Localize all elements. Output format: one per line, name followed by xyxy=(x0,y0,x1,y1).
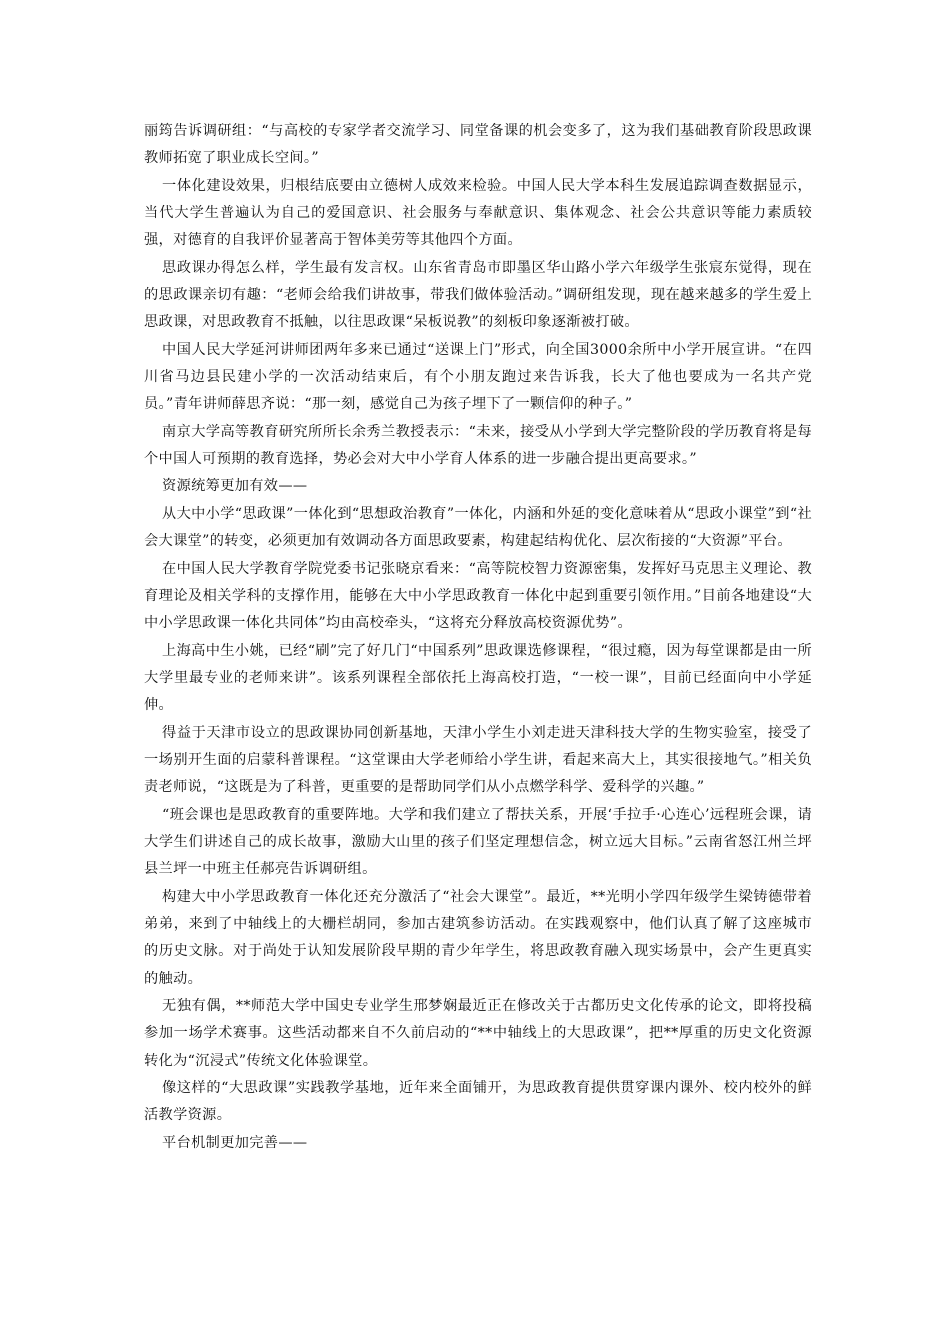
paragraph-7: 从大中小学“思政课”一体化到“思想政治教育”一体化，内涵和外延的变化意味着从“思政小课堂”到“社会大课堂”的转变，必须更加有效调动各方面思政要素，构建起结构优化、层次衔接的“大资源”平台。 xyxy=(144,505,812,550)
paragraph-3: 思政课办得怎么样，学生最有发言权。山东省青岛市即墨区华山路小学六年级学生张宸东觉得，现在的思政课亲切有趣：“老师会给我们讲故事，带我们做体验活动。”调研组发现，现在越来越多的学生爱上思政课，对思政教育不抵触，以往思政课“呆板说教”的刻板印象逐渐被打破。 xyxy=(144,259,812,331)
paragraph-11: “班会课也是思政教育的重要阵地。大学和我们建立了帮扶关系，开展‘手拉手·心连心’远程班会课，请大学生们讲述自己的成长故事，激励大山里的孩子们坚定理想信念，树立远大目标。”云南省怒江州兰坪县兰坪一中班主任郝亮告诉调研组。 xyxy=(144,806,812,878)
paragraph-9: 上海高中生小姚，已经“刷”完了好几门“中国系列”思政课选修课程，“很过瘾，因为每堂课都是由一所大学里最专业的老师来讲”。该系列课程全部依托上海高校打造，“一校一课”，目前已经面向中小学延伸。 xyxy=(144,642,812,714)
paragraph-5: 南京大学高等教育研究所所长余秀兰教授表示：“未来，接受从小学到大学完整阶段的学历教育将是每个中国人可预期的教育选择，势必会对大中小学育人体系的进一步融合提出更高要求。” xyxy=(144,423,812,468)
paragraph-4: 中国人民大学延河讲师团两年多来已通过“送课上门”形式，向全国3000余所中小学开展宣讲。“在四川省马边县民建小学的一次活动结束后，有个小朋友跑过来告诉我，长大了他也要成为一名共产党员。”青年讲师薛思齐说：“那一刻，感觉自己为孩子埋下了一颗信仰的种子。” xyxy=(144,341,812,413)
paragraph-1: 丽筠告诉调研组：“与高校的专家学者交流学习、同堂备课的机会变多了，这为我们基础教育阶段思政课教师拓宽了职业成长空间。” xyxy=(144,123,812,167)
paragraph-13: 无独有偶，**师范大学中国史专业学生邢梦娴最近正在修改关于古都历史文化传承的论文，即将投稿参加一场学术赛事。这些活动都来自不久前启动的“**中轴线上的大思政课”，把**厚重的历史文化资源转化为“沉浸式”传统文化体验课堂。 xyxy=(144,998,812,1069)
paragraph-10: 得益于天津市设立的思政课协同创新基地，天津小学生小刘走进天津科技大学的生物实验室，接受了一场别开生面的启蒙科普课程。“这堂课由大学老师给小学生讲，看起来高大上，其实很接地气。”相关负责老师说，“这既是为了科普，更重要的是帮助同学们从小点燃学科学、爱科学的兴趣。” xyxy=(144,724,812,796)
document-body xyxy=(144,118,812,1157)
section-heading-platform: 平台机制更加完善—— xyxy=(162,1134,308,1151)
section-heading-resources: 资源统筹更加有效—— xyxy=(162,478,308,495)
paragraph-12: 构建大中小学思政教育一体化还充分激活了“社会大课堂”。最近，**光明小学四年级学生梁铸德带着弟弟，来到了中轴线上的大栅栏胡同，参加古建筑参访活动。在实践观察中，他们认真了解了这座城市的历史文脉。对于尚处于认知发展阶段早期的青少年学生，将思政教育融入现实场景中，会产生更真实的触动。 xyxy=(144,888,812,987)
paragraph-8: 在中国人民大学教育学院党委书记张晓京看来：“高等院校智力资源密集，发挥好马克思主义理论、教育理论及相关学科的支撑作用，能够在大中小学思政教育一体化中起到重要引领作用。”目前各地建设“大中小学思政课一体化共同体”均由高校牵头，“这将充分释放高校资源优势”。 xyxy=(144,560,812,632)
paragraph-2: 一体化建设效果，归根结底要由立德树人成效来检验。中国人民大学本科生发展追踪调查数据显示，当代大学生普遍认为自己的爱国意识、社会服务与奉献意识、集体观念、社会公共意识等能力素质较强，对德育的自我评价显著高于智体美劳等其他四个方面。 xyxy=(144,177,812,249)
paragraph-14: 像这样的“大思政课”实践教学基地，近年来全面铺开，为思政教育提供贯穿课内课外、校内校外的鲜活教学资源。 xyxy=(144,1080,812,1124)
